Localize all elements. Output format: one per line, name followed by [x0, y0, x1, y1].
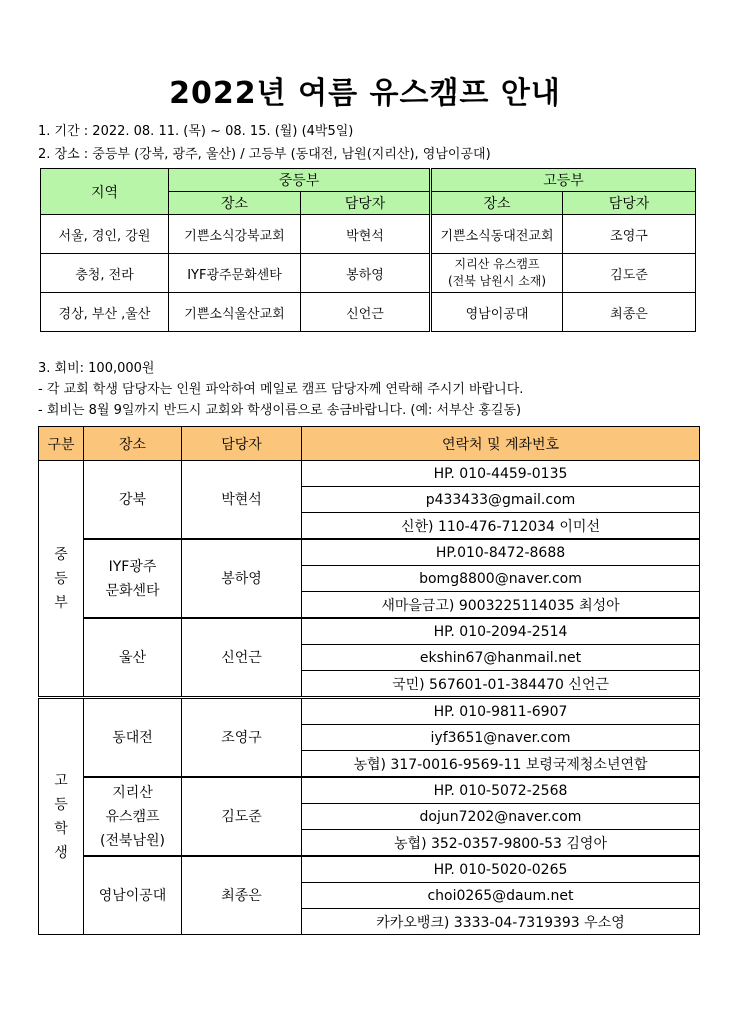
table-row: [41, 254, 696, 293]
place-cell: [431, 254, 563, 293]
contact-cell: iyf3651@naver.com: [302, 725, 700, 751]
manager-cell: 봉하영: [301, 254, 431, 293]
place-cell: 영남이공대: [84, 856, 182, 935]
header-place: 장소: [84, 427, 182, 461]
header-place: 장소: [431, 192, 563, 215]
place-text: 2. 장소 : 중등부 (강북, 광주, 울산) / 고등부 (동대전, 남원(지리산), 영남이공대): [38, 147, 491, 162]
note-text: - 회비는 8월 9일까지 반드시 교회와 학생이름으로 송금바랍니다. (예: 서부산 홍길동): [38, 403, 522, 418]
table-row: [39, 539, 700, 566]
header-place: 장소: [169, 192, 301, 215]
manager-cell: 최종은: [563, 293, 696, 332]
contact-cell: dojun7202@naver.com: [302, 804, 700, 830]
place-cell: 울산: [84, 618, 182, 698]
contact-cell: HP. 010-9811-6907: [302, 698, 700, 725]
table-row: [39, 618, 700, 645]
place-cell: 지리산 유스캠프 (전북남원): [84, 777, 182, 856]
manager-cell: 신언근: [301, 293, 431, 332]
contact-cell: HP. 010-4459-0135: [302, 461, 700, 487]
contact-cell: ekshin67@hanmail.net: [302, 645, 700, 671]
contact-cell: HP. 010-5020-0265: [302, 856, 700, 883]
place-cell: 영남이공대: [431, 293, 563, 332]
place-line: 지리산 유스캠프: [454, 257, 540, 271]
header-manager: 담당자: [563, 192, 696, 215]
contact-cell: 농협) 352-0357-9800-53 김영아: [302, 830, 700, 857]
division-cell: 중 등 부: [39, 461, 84, 698]
region-cell: 서울, 경인, 강원: [41, 215, 169, 254]
contact-cell: HP.010-8472-8688: [302, 539, 700, 566]
manager-cell: 봉하영: [182, 539, 302, 618]
note-text: - 각 교회 학생 담당자는 인원 파악하여 메일로 캠프 담당자께 연락해 주시기 바랍니다.: [38, 382, 524, 397]
period-text: 1. 기간 : 2022. 08. 11. (목) ~ 08. 15. (월) (4박5일): [38, 124, 354, 139]
manager-cell: 김도준: [182, 777, 302, 856]
fee-text: 3. 회비: 100,000원: [38, 361, 155, 376]
contact-cell: p433433@gmail.com: [302, 487, 700, 513]
contact-cell: bomg8800@naver.com: [302, 566, 700, 592]
page-title: 2022년 여름 유스캠프 안내: [169, 76, 561, 111]
header-division: 구분: [39, 427, 84, 461]
header-high-school: 고등부: [431, 169, 696, 192]
place-cell: 기쁜소식강북교회: [169, 215, 301, 254]
region-cell: 경상, 부산 ,울산: [41, 293, 169, 332]
camp-location-table: [40, 168, 696, 332]
place-cell: 기쁜소식울산교회: [169, 293, 301, 332]
place-cell: 강북: [84, 461, 182, 540]
division-cell: 고 등 학 생: [39, 698, 84, 935]
header-manager: 담당자: [182, 427, 302, 461]
region-cell: 충청, 전라: [41, 254, 169, 293]
header-region: 지역: [41, 169, 169, 215]
table-row: [39, 461, 700, 487]
manager-cell: 박현석: [301, 215, 431, 254]
header-manager: 담당자: [301, 192, 431, 215]
table-row: [39, 777, 700, 804]
table-row: [41, 215, 696, 254]
contact-cell: HP. 010-5072-2568: [302, 777, 700, 804]
manager-cell: 신언근: [182, 618, 302, 698]
header-middle-school: 중등부: [169, 169, 431, 192]
manager-cell: 박현석: [182, 461, 302, 540]
place-cell: 동대전: [84, 698, 182, 778]
header-contact: 연락처 및 계좌번호: [302, 427, 700, 461]
manager-cell: 조영구: [182, 698, 302, 778]
contact-cell: 카카오뱅크) 3333-04-7319393 우소영: [302, 909, 700, 935]
contact-cell: HP. 010-2094-2514: [302, 618, 700, 645]
place-cell: IYF광주문화센타: [169, 254, 301, 293]
contact-cell: choi0265@daum.net: [302, 883, 700, 909]
table-row: [39, 856, 700, 883]
manager-cell: 조영구: [563, 215, 696, 254]
contact-cell: 국민) 567601-01-384470 신언근: [302, 671, 700, 698]
place-line: (전북 남원시 소재): [447, 274, 547, 288]
manager-cell: 김도준: [563, 254, 696, 293]
contact-cell: 새마을금고) 9003225114035 최성아: [302, 592, 700, 619]
contact-cell: 신한) 110-476-712034 이미선: [302, 513, 700, 540]
place-cell: IYF광주 문화센타: [84, 539, 182, 618]
table-row: [39, 698, 700, 725]
table-row: [41, 293, 696, 332]
manager-cell: 최종은: [182, 856, 302, 935]
contact-table: [38, 426, 700, 935]
place-cell: 기쁜소식동대전교회: [431, 215, 563, 254]
contact-cell: 농협) 317-0016-9569-11 보령국제청소년연합: [302, 751, 700, 778]
